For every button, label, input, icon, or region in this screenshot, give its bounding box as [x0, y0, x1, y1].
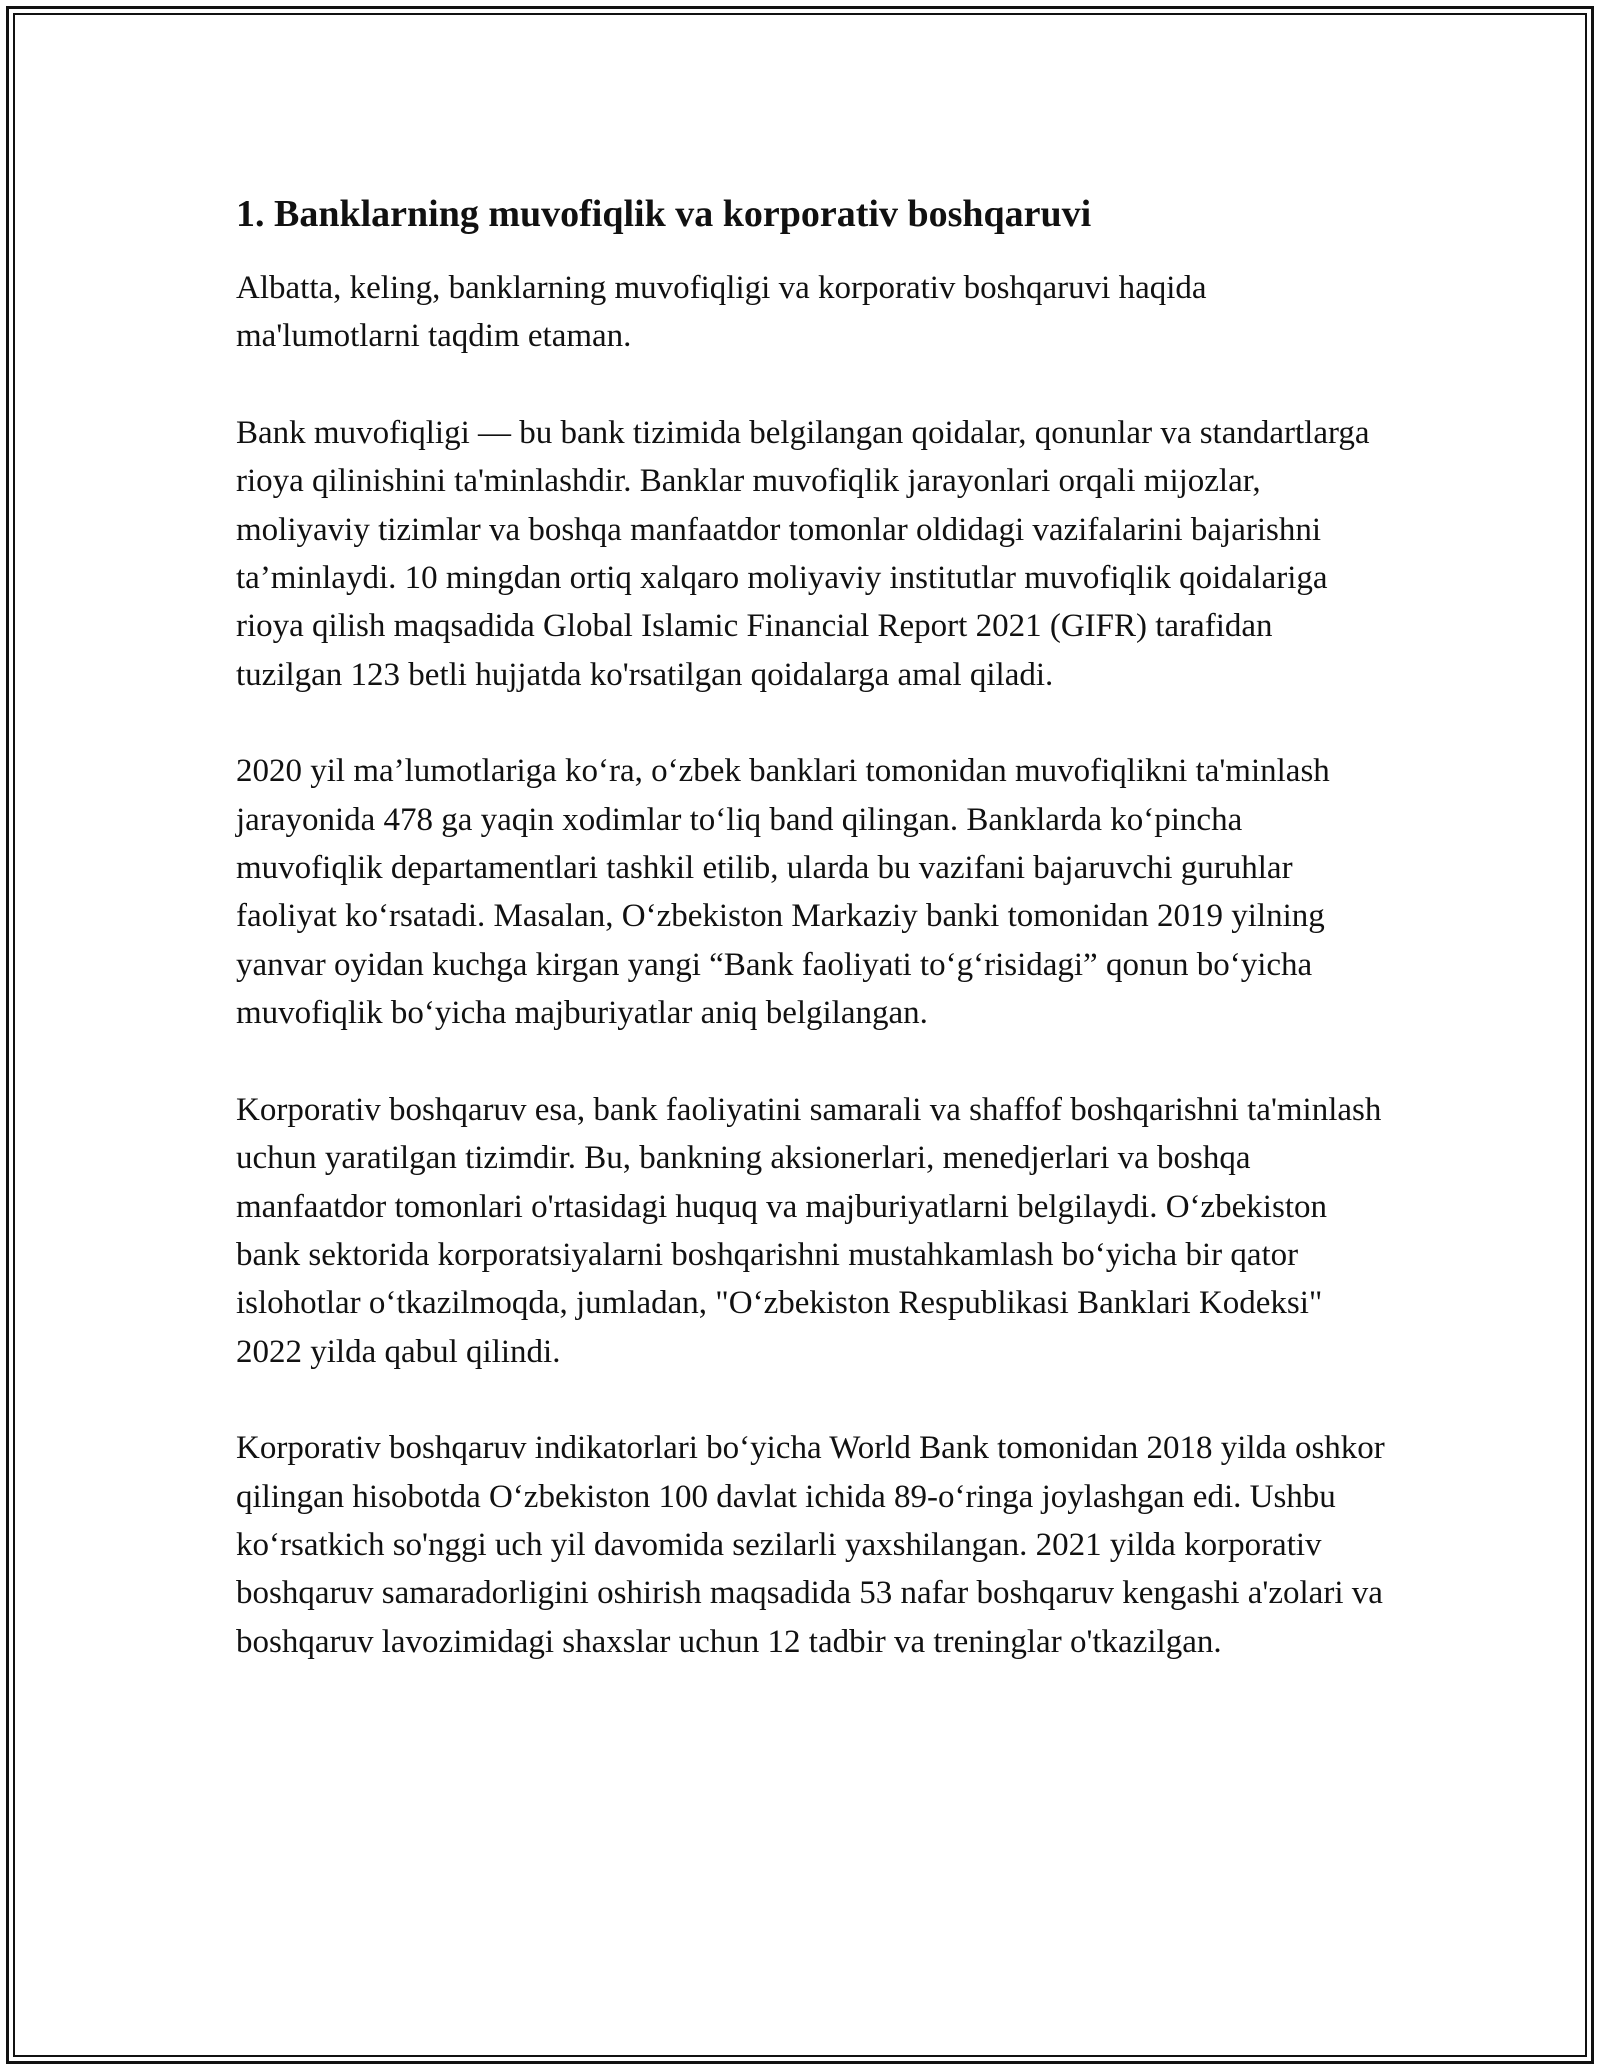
paragraph-intro: Albatta, keling, banklarning muvofiqligi va korporativ boshqaruvi haqida ma'lumotlarni taqdim etaman. — [236, 270, 1207, 355]
paragraph-governance-indicators: Korporativ boshqaruv indikatorlari bo‘yicha World Bank tomonidan 2018 yilda oshkor qilingan hisobotda O‘zbekiston 100 davlat ichida 89-o‘ringa joylashgan edi. Ushbu ko‘rsatkich so'nggi uch yil davomida sezilarli yaxshilangan. 2021 yilda korporativ boshqaruv samaradorligini oshirish maqsadida 53 nafar boshqaruv kengashi a'zolari va boshqaruv lavozimidagi shaxslar uchun 12 tadbir va treninglar o'tkazilgan. — [236, 1430, 1385, 1660]
paragraph-corporate-governance: Korporativ boshqaruv esa, bank faoliyatini samarali va shaffof boshqarishni ta'minlash uchun yaratilgan tizimdir. Bu, bankning aksionerlari, menedjerlari va boshqa manfaatdor tomonlari o'rtasidagi huquq va majburiyatlarni belgilaydi. O‘zbekiston bank sektorida korporatsiyalarni boshqarishni mustahkamlash bo‘yicha bir qator islohotlar o‘tkazilmoqda, jumladan, "O‘zbekiston Respublikasi Banklari Kodeksi" 2022 yilda qabul qilindi. — [236, 1091, 1382, 1370]
document-title: 1. Banklarning muvofiqlik va korporativ boshqaruvi — [236, 193, 1092, 235]
paragraph-uzbek-banks-compliance: 2020 yil ma’lumotlariga ko‘ra, o‘zbek banklari tomonidan muvofiqlikni ta'minlash jarayonida 478 ga yaqin xodimlar to‘liq band qilingan. Banklarda ko‘pincha muvofiqlik departamentlari tashkil etilib, ularda bu vazifani bajaruvchi guruhlar faoliyat ko‘rsatadi. Masalan, O‘zbekiston Markaziy banki tomonidan 2019 yilning yanvar oyidan kuchga kirgan yangi “Bank faoliyati to‘g‘risidagi” qonun bo‘yicha muvofiqlik bo‘yicha majburiyatlar aniq belgilangan. — [236, 753, 1330, 1032]
paragraph-bank-compliance: Bank muvofiqligi — bu bank tizimida belgilangan qoidalar, qonunlar va standartlarga rioya qilinishini ta'minlashdir. Banklar muvofiqlik jarayonlari orqali mijozlar, moliyaviy tizimlar va boshqa manfaatdor tomonlar oldidagi vazifalarini bajarishni ta’minlaydi. 10 mingdan ortiq xalqaro moliyaviy institutlar muvofiqlik qoidalariga rioya qilish maqsadida Global Islamic Financial Report 2021 (GIFR) tarafidan tuzilgan 123 betli hujjatda ko'rsatilgan qoidalarga amal qiladi. — [236, 414, 1370, 693]
document-body — [236, 186, 1386, 1714]
